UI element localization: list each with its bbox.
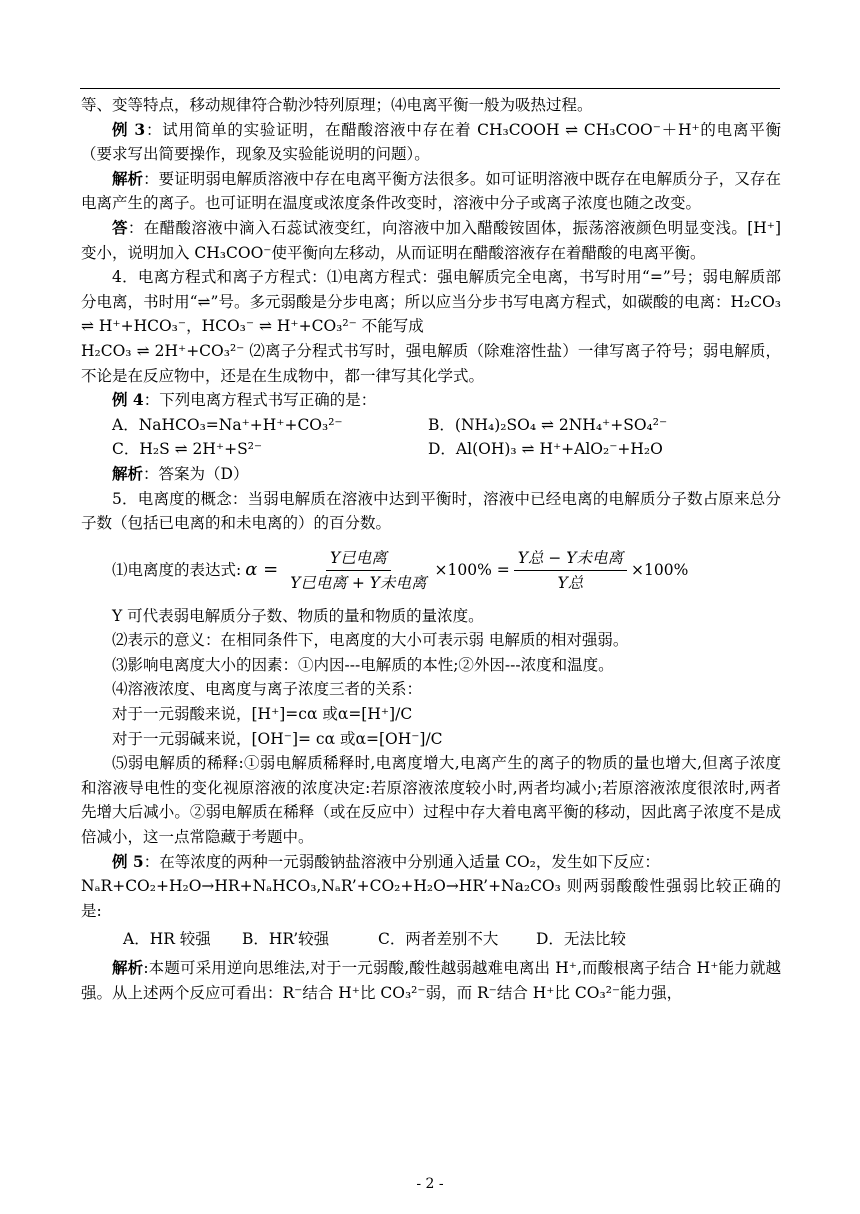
example-4-options-row-1 — [81, 413, 781, 438]
item-2-meaning: ⑵表示的意义：在相同条件下，电离度的大小可表示弱 电解质的相对强弱。 — [112, 631, 629, 650]
example-3 — [81, 118, 781, 167]
item-3-factors: ⑶影响电离度大小的因素：①内因---电解质的本性;②外因---浓度和温度。 — [112, 655, 614, 674]
option-d: D．Al(OH)₃ ⇌ H⁺+AlO₂⁻+H₂O — [428, 440, 663, 459]
section-4: 4．电离方程式和离子方程式：⑴电离方程式：强电解质完全电离，书写时用“=”号；弱电解质部分电离，书时用“⇌”号。多元弱酸是分步电离；所以应当分步书写电离方程式，如碳酸的电离：H₂CO₃ ⇌ H⁺+HCO₃⁻，HCO₃⁻ ⇌ H⁺+CO₃²⁻ 不能写成 — [81, 268, 781, 336]
example-5-equation: NₐR+CO₂+H₂O→HR+NₐHCO₃,NₐR’+CO₂+H₂O→HR’+Na₂CO₃ 则两弱酸酸性强弱比较正确的是: — [81, 877, 781, 920]
item-4-relationship: ⑷溶液浓度、电离度与离子浓度三者的关系： — [112, 680, 423, 699]
example-4-options-row-2 — [81, 437, 781, 462]
example-5-analysis-text: :本题可采用逆向思维法,对于一元弱酸,酸性越弱越难电离出 H⁺,而酸根离子结合 H⁺能力就越强。从上述两个反应可看出：R⁻结合 H⁺比 CO₃²⁻弱，而 R⁻结合 H⁺比 CO₃²⁻能力强， — [81, 959, 781, 1002]
example-5-text: ：在等浓度的两种一元弱酸钠盐溶液中分别通入适量 CO₂，发生如下反应： — [143, 852, 660, 871]
example-4-label: 例 4 — [112, 390, 144, 410]
example-5-label: 例 5 — [112, 851, 144, 871]
formula-prefix: ⑴电离度的表达式: — [112, 561, 242, 580]
item-4-base: 对于一元弱碱来说，[OH⁻]= cα 或α=[OH⁻]/C — [112, 729, 443, 748]
option-d: D．无法比较 — [536, 930, 626, 949]
example-4 — [81, 388, 781, 413]
paragraph-line-1: 等、变等特点，移动规律符合勒沙特列原理；⑷电离平衡一般为吸热过程。 — [81, 96, 593, 114]
answer-3-label: 答 — [112, 217, 128, 237]
fraction-2-denominator: Y总 — [557, 574, 584, 593]
header-rule — [80, 88, 780, 89]
option-c: C．H₂S ⇌ 2H⁺+S²⁻ — [112, 440, 263, 459]
item-4-acid: 对于一元弱酸来说，[H⁺]=cα 或α=[H⁺]/C — [112, 705, 413, 724]
example-5-options — [81, 927, 781, 952]
example-5-analysis — [81, 956, 781, 1005]
example-3-label: 例 3 — [112, 119, 146, 139]
analysis-3-label: 解析 — [112, 168, 144, 188]
example-3-text: ：试用简单的实验证明，在醋酸溶液中存在着 CH₃COOH ⇌ CH₃COO⁻＋H⁺的电离平衡（要求写出简要操作，现象及实验能说明的问题）。 — [81, 120, 781, 164]
fraction-1-numerator: Y已电离 — [326, 546, 391, 572]
y-definition: Y 可代表弱电解质分子数、物质的量和物质的量浓度。 — [112, 606, 484, 625]
formula-end: ×100% — [631, 561, 689, 580]
fraction-1-denominator: Y已电离 + Y未电离 — [290, 574, 427, 593]
option-a: A．HR 较强 — [123, 930, 211, 949]
option-a: A．NaHCO₃=Na⁺+H⁺+CO₃²⁻ — [112, 415, 343, 434]
example-4-answer-text: ：答案为（D） — [143, 464, 249, 483]
example-4-text: ：下列电离方程式书写正确的是： — [143, 391, 377, 410]
formula-fraction-2 — [514, 546, 627, 596]
page-body — [81, 93, 781, 1005]
example-5 — [81, 850, 781, 875]
page-number: - 2 - — [416, 1176, 444, 1192]
answer-3 — [81, 216, 781, 265]
example-4-answer — [81, 462, 781, 487]
section-5: 5．电离度的概念：当弱电解质在溶液中达到平衡时，溶液中已经电离的电解质分子数占原来总分子数（包括已电离的和未电离的）的百分数。 — [81, 489, 781, 533]
analysis-3 — [81, 167, 781, 216]
analysis-3-text: ：要证明弱电解质溶液中存在电离平衡方法很多。如可证明溶液中既存在电解质分子，又存在电离产生的离子。也可证明在温度或浓度条件改变时，溶液中分子或离子浓度也随之改变。 — [81, 169, 781, 213]
example-5-analysis-label: 解析 — [112, 958, 144, 977]
formula-mid: ×100% = — [434, 561, 510, 580]
section-4-continued: H₂CO₃ ⇌ 2H⁺+CO₃²⁻ ⑵离子分程式书写时，强电解质（除难溶性盐）一律写离子符号；弱电解质，不论是在反应物中，还是在生成物中，都一律写其化学式。 — [81, 341, 781, 385]
option-b: B．HR’较强 — [242, 930, 330, 949]
fraction-2-numerator: Y总 − Y未电离 — [514, 546, 627, 572]
formula-alpha: α = — [245, 559, 279, 581]
ionization-degree-formula — [81, 538, 781, 604]
formula-fraction-1 — [286, 546, 430, 596]
option-b: B．(NH₄)₂SO₄ ⇌ 2NH₄⁺+SO₄²⁻ — [428, 415, 668, 434]
option-c: C．两者差别不大 — [378, 930, 499, 949]
item-5-dilution: ⑸弱电解质的稀释:①弱电解质稀释时,电离度增大,电离产生的离子的物质的量也增大,但离子浓度和溶液导电性的变化视原溶液的浓度决定:若原溶液浓度较小时,两者均减小;若原溶液浓度很浓时,两者先增大后减小。②弱电解质在稀释（或在反应中）过程中存大着电离平衡的移动，因此离子浓度不是成倍减小，这一点常隐藏于考题中。 — [81, 754, 781, 847]
example-4-answer-label: 解析 — [112, 463, 144, 483]
answer-3-text: ：在醋酸溶液中滴入石蕊试液变红，向溶液中加入醋酸铵固体，振荡溶液颜色明显变浅。[H⁺]变小，说明加入 CH₃COO⁻使平衡向左移动，从而证明在醋酸溶液存在着醋酸的电离平衡。 — [81, 218, 781, 262]
